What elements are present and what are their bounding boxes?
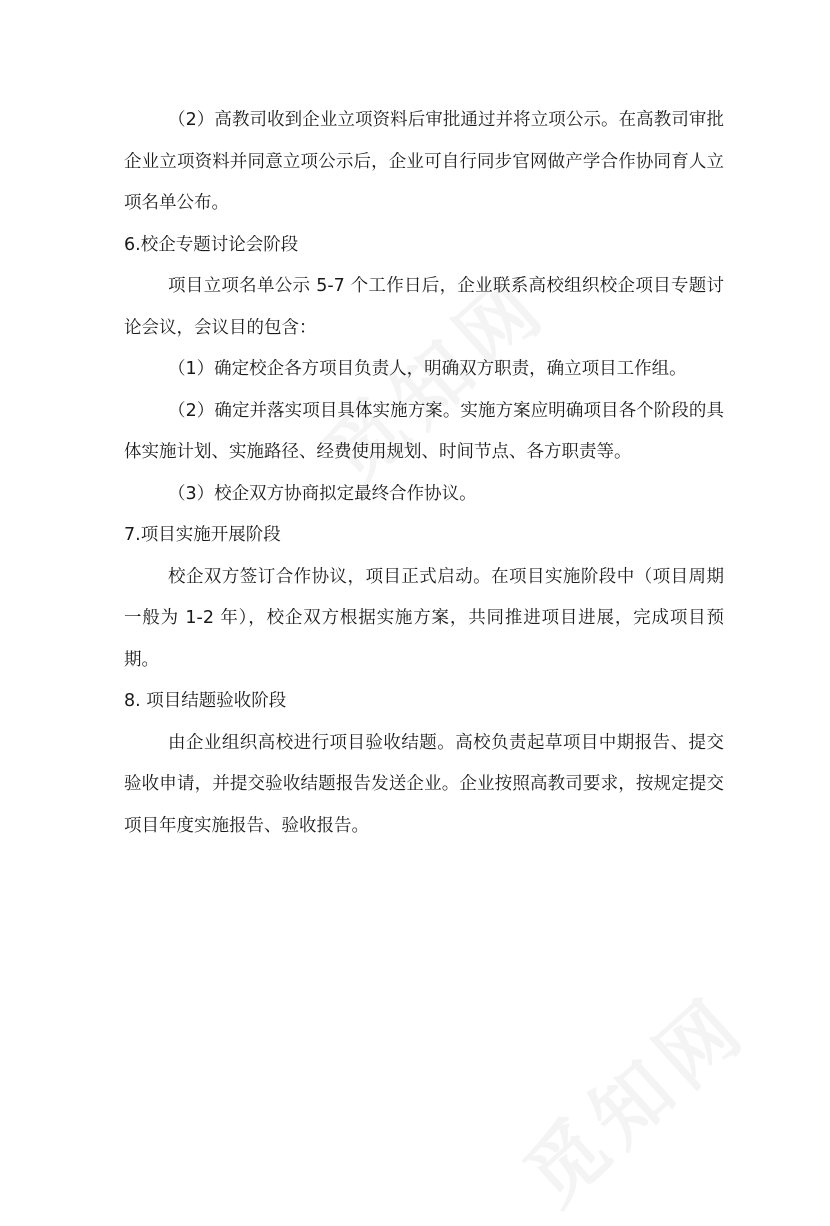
paragraph-item-2: （2）确定并落实项目具体实施方案。实施方案应明确项目各个阶段的具体实施计划、实施路径、经费使用规划、时间节点、各方职责等。 [124, 400, 724, 462]
watermark [496, 966, 767, 1226]
paragraph-item-1: （1）确定校企各方项目负责人，明确双方职责，确立项目工作组。 [168, 359, 687, 379]
paragraph-item-3: （3）校企双方协商拟定最终合作协议。 [168, 483, 477, 504]
paragraph-discussion-intro: 项目立项名单公示 5-7 个工作日后，企业联系高校组织校企项目专题讨论会议，会议目的包含： [124, 276, 724, 338]
paragraph-implementation: 校企双方签订合作协议，项目正式启动。在项目实施阶段中（项目周期一般为 1-2 年），校企双方根据实施方案，共同推进项目进展，完成项目预期。 [124, 566, 724, 670]
paragraph-acceptance: 由企业组织高校进行项目验收结题。高校负责起草项目中期报告、提交验收申请，并提交验收结题报告发送企业。企业按照高教司要求，按规定提交项目年度实施报告、验收报告。 [124, 732, 724, 836]
section-heading-6: 6.校企专题讨论会阶段 [124, 234, 299, 255]
paragraph-approval: （2）高教司收到企业立项资料后审批通过并将立项公示。在高教司审批企业立项资料并同意立项公示后，企业可自行同步官网做产学合作协同育人立项名单公布。 [124, 110, 724, 213]
section-heading-8: 8. 项目结题验收阶段 [124, 691, 287, 711]
document-body [124, 100, 724, 847]
section-heading-7: 7.项目实施开展阶段 [124, 525, 281, 545]
